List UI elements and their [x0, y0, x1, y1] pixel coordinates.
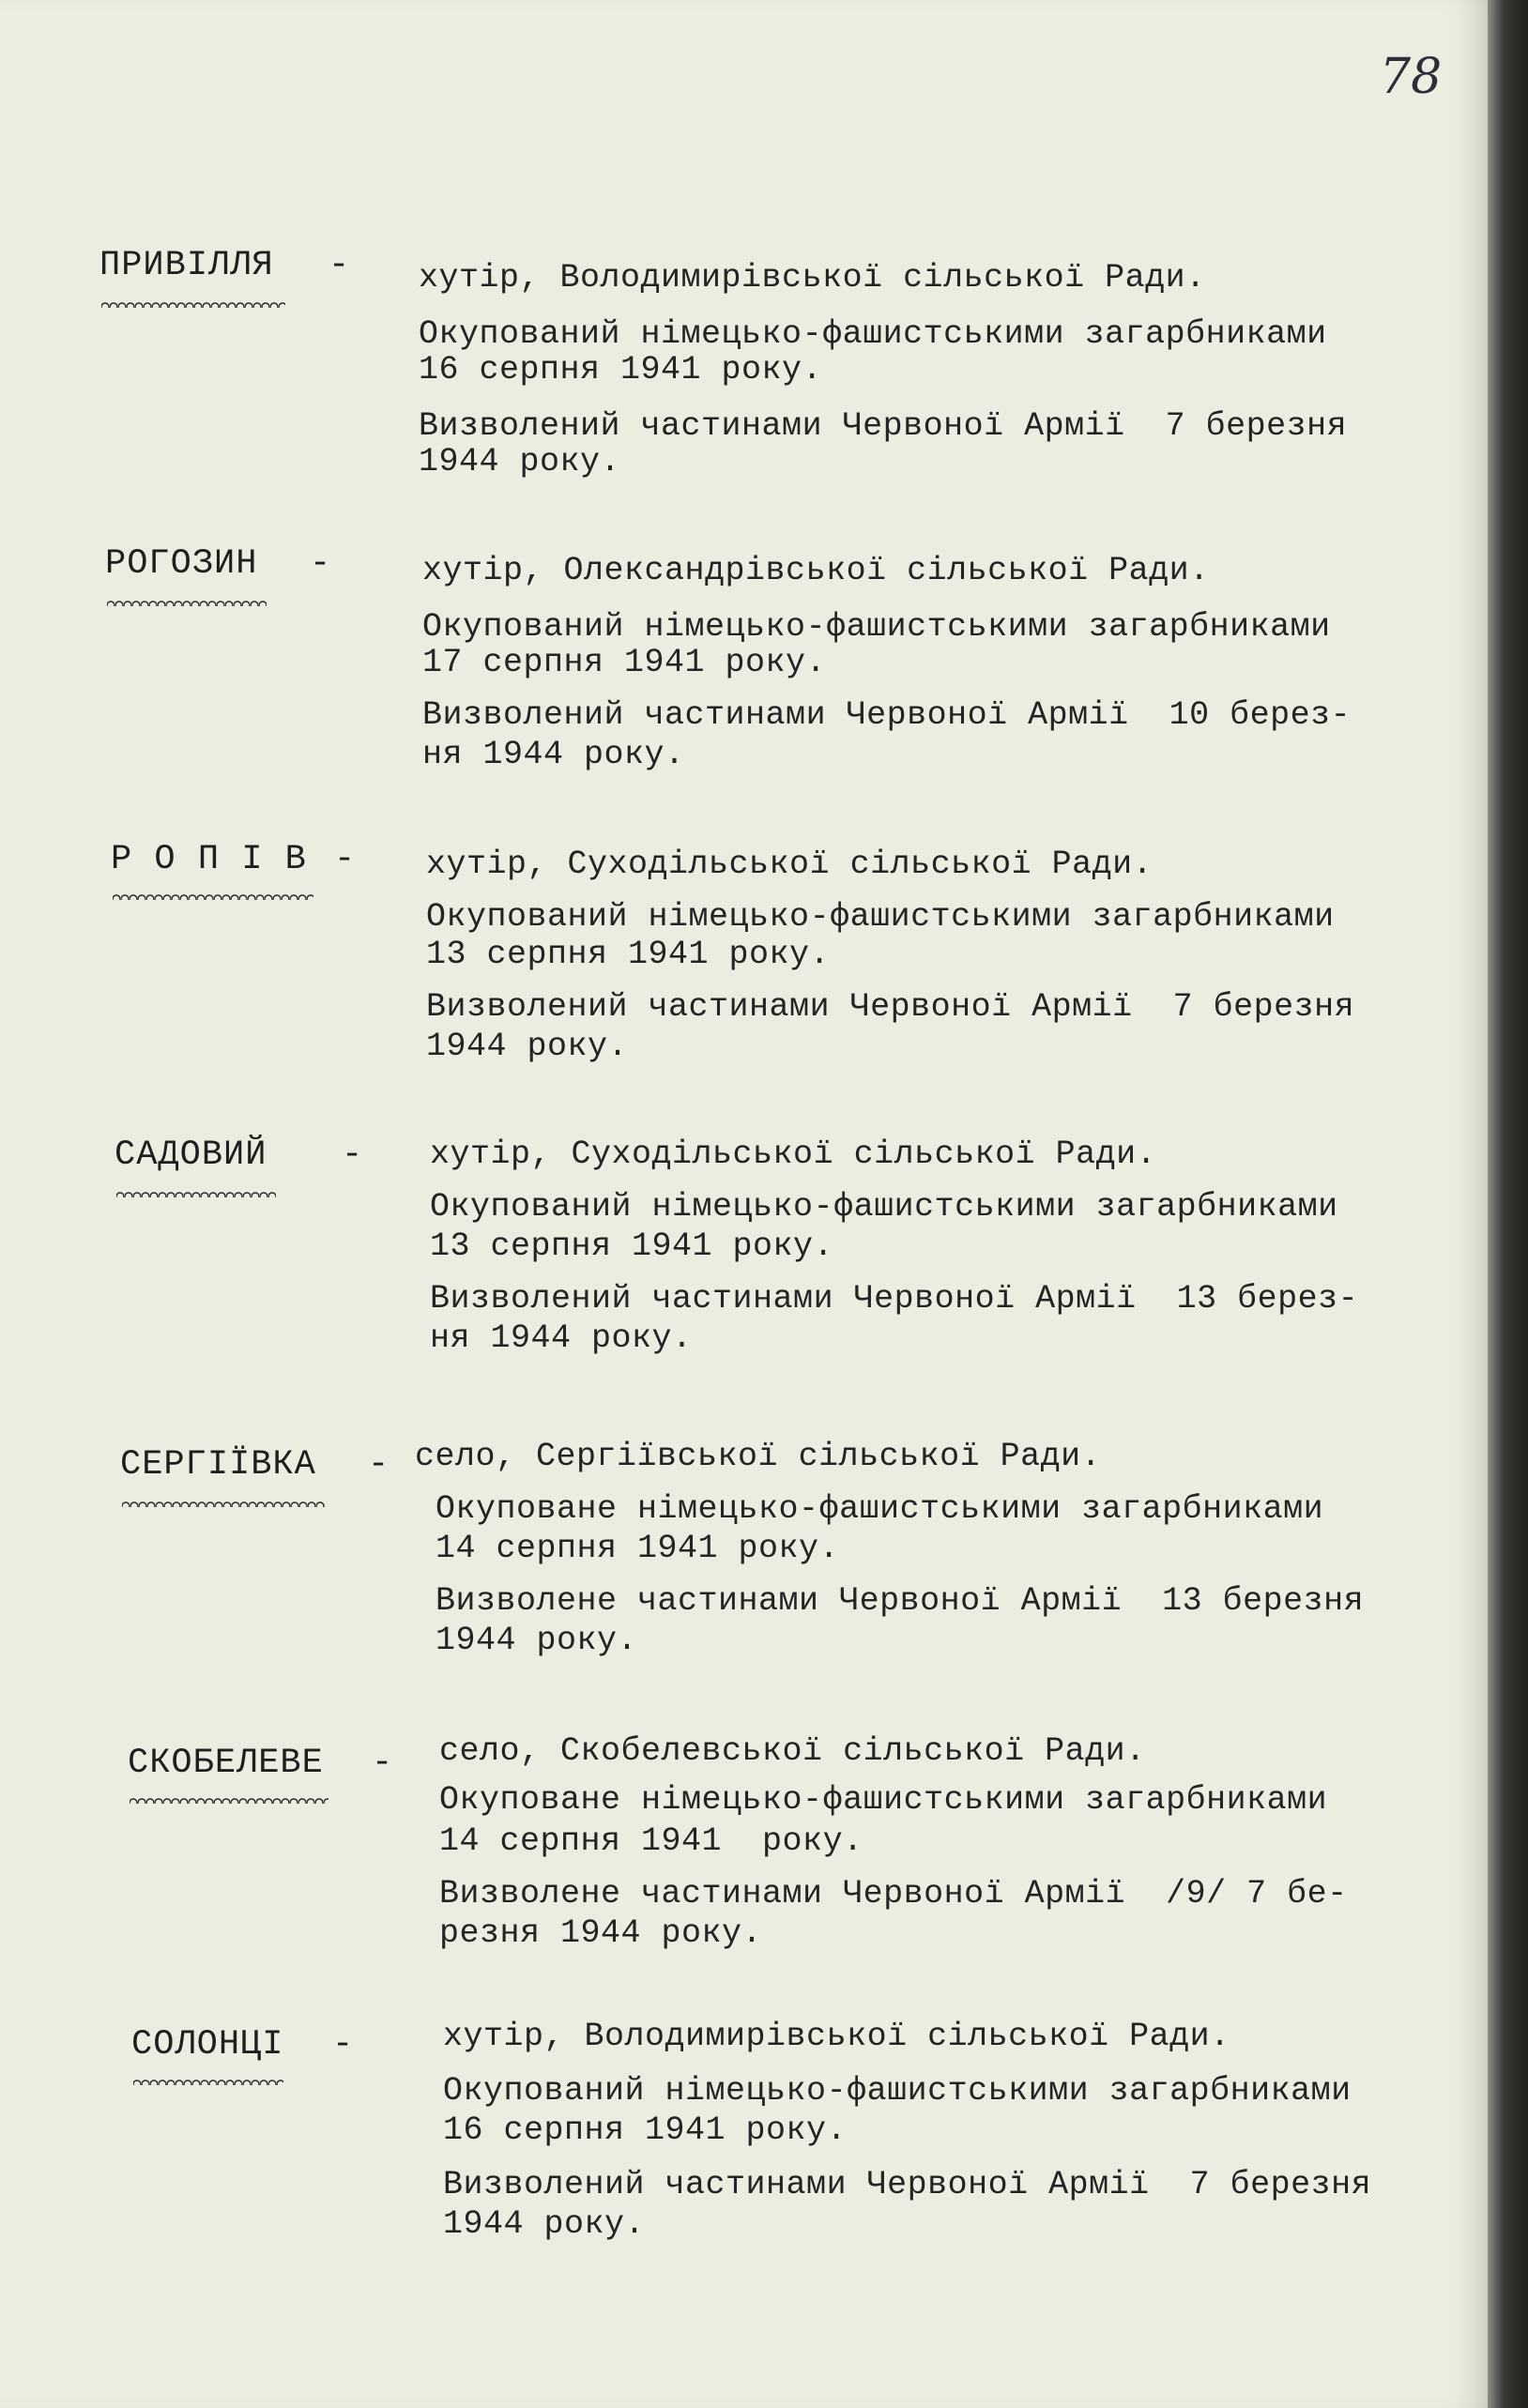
liberation-date-line: 1944 року. — [426, 1028, 629, 1065]
occupation-date-line: 14 серпня 1941 року. — [435, 1530, 840, 1567]
occupation-date-line: 16 серпня 1941 року. — [443, 2111, 848, 2149]
liberation-date-line: резня 1944 року. — [439, 1914, 763, 1952]
name-dash: - — [334, 840, 356, 879]
page-number: 78 — [1380, 49, 1443, 105]
liberation-date-line: ня 1944 року. — [430, 1319, 693, 1357]
name-underline — [107, 601, 267, 606]
name-dash: - — [368, 1445, 390, 1485]
name-dash: - — [310, 544, 331, 584]
place-name: СКОБЕЛЕВЕ — [128, 1744, 324, 1783]
occupation-line: Окупований німецько-фашистськими загарбниками — [422, 608, 1331, 646]
liberation-line: Визволене частинами Червоної Армії 13 березня — [435, 1582, 1365, 1620]
occupation-date-line: 17 серпня 1941 року. — [422, 644, 827, 681]
occupation-line: Окуповане німецько-фашистськими загарбниками — [435, 1490, 1324, 1528]
liberation-date-line: 1944 року. — [435, 1622, 638, 1659]
liberation-line: Визволений частинами Червоної Армії 7 березня — [419, 407, 1348, 445]
occupation-line: Окупований німецько-фашистськими загарбниками — [426, 898, 1335, 936]
place-name: СОЛОНЦІ — [131, 2025, 284, 2065]
name-dash: - — [332, 2025, 354, 2065]
settlement-line: хутір, Володимирівської сільської Ради. — [443, 2018, 1230, 2055]
liberation-date-line: 1944 року. — [443, 2205, 646, 2243]
settlement-line: хутір, Суходільської сільської Ради. — [430, 1135, 1157, 1173]
liberation-date-line: 1944 року. — [419, 443, 621, 480]
occupation-line: Окупований німецько-фашистськими загарбниками — [443, 2072, 1352, 2110]
page-edge-shadow — [1488, 0, 1528, 2408]
name-underline — [130, 1798, 329, 1804]
place-name: Р О П І В — [111, 840, 307, 879]
place-name: СЕРГІЇВКА — [120, 1445, 316, 1485]
occupation-date-line: 14 серпня 1941 року. — [439, 1822, 863, 1860]
liberation-line: Визволений частинами Червоної Армії 7 березня — [443, 2166, 1372, 2203]
settlement-line: хутір, Суходільської сільської Ради. — [426, 846, 1154, 883]
settlement-line: село, Сергіївської сільської Ради. — [415, 1438, 1102, 1475]
occupation-date-line: 13 серпня 1941 року. — [426, 936, 831, 973]
name-dash: - — [372, 1744, 393, 1783]
settlement-line: село, Скобелевської сільської Ради. — [439, 1732, 1146, 1770]
name-underline — [113, 894, 313, 900]
place-name: САДОВИЙ — [115, 1135, 267, 1175]
occupation-line: Окуповане німецько-фашистськими загарбниками — [439, 1781, 1328, 1819]
liberation-line: Визволений частинами Червоної Армії 13 берез- — [430, 1280, 1359, 1318]
name-underline — [133, 2080, 283, 2085]
name-dash: - — [329, 246, 350, 285]
place-name: ПРИВІЛЛЯ — [99, 246, 274, 285]
settlement-line: хутір, Олександрівської сільської Ради. — [422, 552, 1210, 589]
name-dash: - — [342, 1135, 363, 1175]
occupation-date-line: 16 серпня 1941 року. — [419, 351, 823, 389]
place-name: РОГОЗИН — [105, 544, 258, 584]
name-underline — [122, 1501, 325, 1507]
name-underline — [101, 302, 285, 308]
liberation-line: Визволене частинами Червоної Армії /9/ 7 бе- — [439, 1875, 1348, 1913]
settlement-line: хутір, Володимирівської сільської Ради. — [419, 259, 1206, 297]
liberation-date-line: ня 1944 року. — [422, 736, 685, 773]
occupation-line: Окупований німецько-фашистськими загарбниками — [430, 1188, 1338, 1226]
occupation-date-line: 13 серпня 1941 року. — [430, 1227, 834, 1265]
liberation-line: Визволений частинами Червоної Армії 7 березня — [426, 988, 1355, 1026]
occupation-line: Окупований німецько-фашистськими загарбниками — [419, 315, 1327, 353]
name-underline — [116, 1192, 276, 1197]
liberation-line: Визволений частинами Червоної Армії 10 берез- — [422, 696, 1352, 734]
